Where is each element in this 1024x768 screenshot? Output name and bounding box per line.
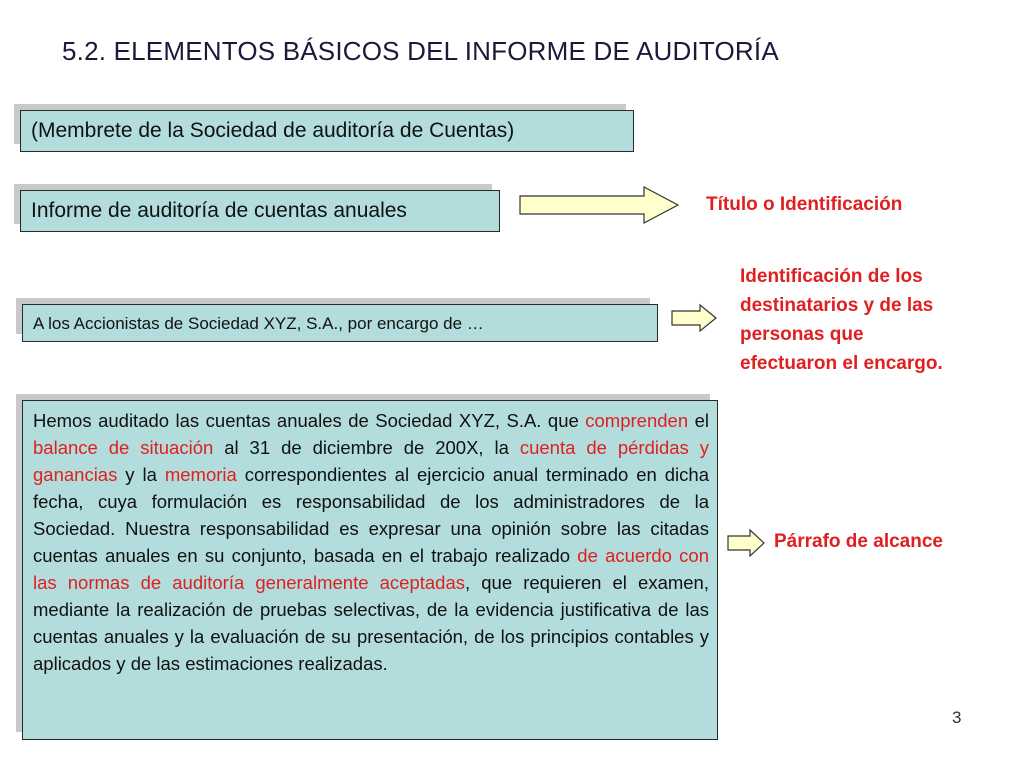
- highlighted-term: balance de situación: [33, 437, 214, 458]
- highlighted-term: de acuerdo con las normas de auditoría generalmente aceptadas: [33, 545, 709, 593]
- report-title-text: Informe de auditoría de cuentas anuales: [31, 199, 407, 222]
- page-number: 3: [952, 708, 962, 727]
- scope-paragraph-label: Párrafo de alcance: [774, 531, 943, 552]
- paragraph-segment: , que requieren el examen, mediante la realización de pruebas selectivas, de la evidencia justificativa de las cuentas anuales y la evaluación de su presentación, de los principios contables y aplicados y de las estimaciones realizadas.: [33, 572, 709, 674]
- right-arrow-icon: [670, 303, 718, 333]
- highlighted-term: comprenden: [585, 410, 689, 431]
- paragraph-segment: correspondientes al ejercicio anual terminado en dicha fecha, cuya formulación es responsabilidad de los administradores de la Sociedad. Nuestra responsabilidad es expresar una opinión sobre las citadas cuentas anuales en su conjunto, basada en el trabajo realizado: [33, 464, 709, 566]
- title-identification-label: Título o Identificación: [706, 194, 903, 215]
- paragraph-segment: y la: [117, 464, 165, 485]
- slide-title: 5.2. ELEMENTOS BÁSICOS DEL INFORME DE AUDITORÍA: [62, 36, 779, 66]
- addressees-label: [740, 262, 943, 378]
- addressees-label-line: personas que: [740, 324, 864, 345]
- right-arrow-icon: [518, 184, 682, 226]
- addressees-box: [22, 304, 658, 342]
- highlighted-term: cuenta de pérdidas y ganancias: [33, 437, 709, 485]
- addressees-label-line: destinatarios y de las: [740, 295, 934, 316]
- scope-paragraph-text: [33, 407, 709, 677]
- paragraph-segment: Hemos auditado las cuentas anuales de Sociedad XYZ, S.A. que: [33, 410, 586, 431]
- paragraph-segment: al 31 de diciembre de 200X, la: [213, 437, 520, 458]
- addressees-text: A los Accionistas de Sociedad XYZ, S.A., por encargo de …: [33, 314, 484, 333]
- letterhead-text: (Membrete de la Sociedad de auditoría de Cuentas): [31, 119, 515, 142]
- paragraph-segment: el: [688, 410, 709, 431]
- addressees-label-line: Identificación de los: [740, 266, 923, 287]
- scope-paragraph-box: [22, 400, 718, 740]
- letterhead-box: [20, 110, 634, 152]
- addressees-label-line: efectuaron el encargo.: [740, 353, 943, 374]
- report-title-box: [20, 190, 500, 232]
- right-arrow-icon: [726, 528, 766, 558]
- highlighted-term: memoria: [164, 464, 237, 485]
